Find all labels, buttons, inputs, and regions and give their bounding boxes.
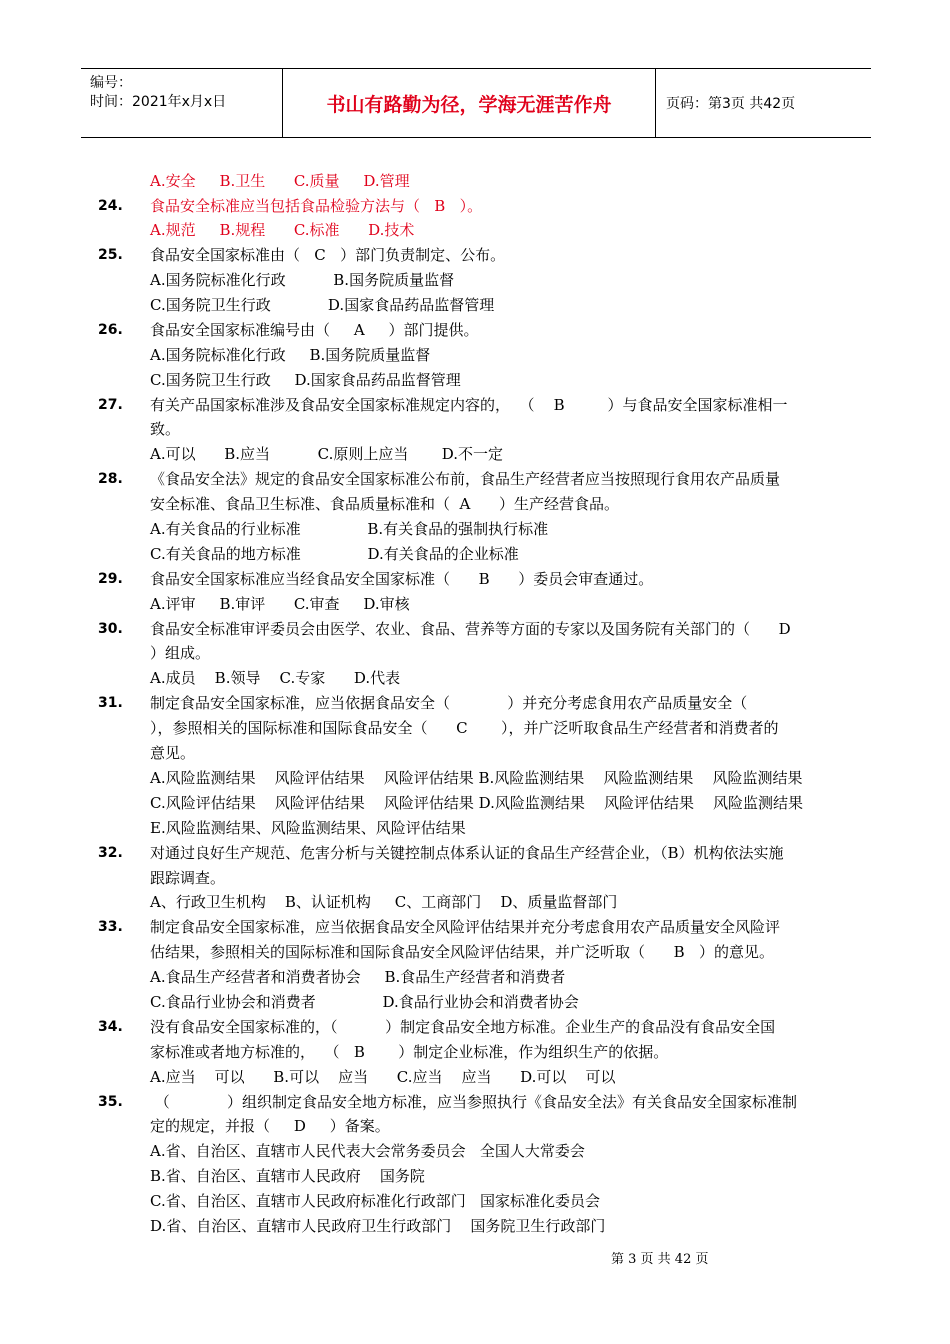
question-number: 26. [98,322,123,338]
option-line: 致。 [150,420,181,438]
question-number: 35. [98,1094,123,1110]
question-text: 制定食品安全国家标准，应当依据食品安全风险评估结果并充分考虑食用农产品质量安全风险评 [150,918,781,936]
option-line: A.可以 B.应当 C.原则上应当 D.不一定 [150,445,504,463]
question-text: 没有食品安全国家标准的，（ ）制定食品安全地方标准。企业生产的食品没有食品安全国 [150,1018,776,1036]
question-text: 食品安全国家标准由（ C ）部门负责制定、公布。 [150,246,506,264]
option-line: A.风险监测结果 风险评估结果 风险评估结果 B.风险监测结果 风险监测结果 风险监测结果 [150,769,803,787]
option-line: 跟踪调查。 [150,869,226,887]
option-line: C.有关食品的地方标准 D.有关食品的企业标准 [150,545,519,563]
option-line: 安全标准、食品卫生标准、食品质量标准和（ A ）生产经营食品。 [150,495,619,513]
option-line: A.应当 可以 B.可以 应当 C.应当 应当 D.可以 可以 [150,1068,616,1086]
question-number: 28. [98,471,123,487]
serial-label: 编号： [90,75,132,91]
question-number: 30. [98,621,123,637]
option-line: A.规范 B.规程 C.标准 D.技术 [150,221,415,239]
option-line: A.有关食品的行业标准 B.有关食品的强制执行标准 [150,520,549,538]
motto: 书山有路勤为径，学海无涯苦作舟 [283,69,656,137]
option-line: A.国务院标准化行政 B.国务院质量监督 [150,271,455,289]
option-line: A.评审 B.审评 C.审查 D.审核 [150,595,410,613]
question-text: 食品安全国家标准应当经食品安全国家标准（ B ）委员会审查通过。 [150,570,654,588]
question-text: 食品安全国家标准编号由（ A ）部门提供。 [150,321,479,339]
question-text: 有关产品国家标准涉及食品安全国家标准规定内容的， （ B ）与食品安全国家标准相一 [150,396,788,414]
option-line: C.国务院卫生行政 D.国家食品药品监督管理 [150,371,461,389]
option-line: A.省、自治区、直辖市人民代表大会常务委员会 全国人大常委会 [150,1142,585,1160]
header-table [81,68,871,138]
question-number: 31. [98,695,123,711]
option-line: C.风险评估结果 风险评估结果 风险评估结果 D.风险监测结果 风险评估结果 风险监测结果 [150,794,804,812]
question-text: 对通过良好生产规范、危害分析与关键控制点体系认证的食品生产经营企业，（B）机构依法实施 [150,844,784,862]
option-line: 意见。 [150,744,196,762]
question-text: 《食品安全法》规定的食品安全国家标准公布前，食品生产经营者应当按照现行食用农产品质量 [150,470,781,488]
option-line: C.食品行业协会和消费者 D.食品行业协会和消费者协会 [150,993,579,1011]
header-meta-cell [81,69,283,137]
option-line: A.安全 B.卫生 C.质量 D.管理 [150,172,410,190]
question-text: 食品安全标准审评委员会由医学、农业、食品、营养等方面的专家以及国务院有关部门的（ D [150,620,791,638]
question-text: 制定食品安全国家标准，应当依据食品安全（ ）并充分考虑食用农产品质量安全（ [150,694,748,712]
option-line: B.省、自治区、直辖市人民政府 国务院 [150,1167,425,1185]
option-line: 估结果，参照相关的国际标准和国际食品安全风险评估结果，并广泛听取（ B ）的意见。 [150,943,774,961]
page-info: 页码：第3页 共42页 [666,96,796,112]
question-text: 食品安全标准应当包括食品检验方法与（ B ）。 [150,197,483,215]
question-number: 29. [98,571,123,587]
option-line: 家标准或者地方标准的， （ B ）制定企业标准，作为组织生产的依据。 [150,1043,669,1061]
question-number: 27. [98,397,123,413]
option-line: 定的规定，并报（ D ）备案。 [150,1117,390,1135]
question-number: 34. [98,1019,123,1035]
page-footer: 第 3 页 共 42 页 [611,1252,709,1267]
option-line: D.省、自治区、直辖市人民政府卫生行政部门 国务院卫生行政部门 [150,1217,606,1235]
option-line: A.国务院标准化行政 B.国务院质量监督 [150,346,431,364]
option-line: E.风险监测结果、风险监测结果、风险评估结果 [150,819,466,837]
time-label: 时间：2021年x月x日 [90,94,227,110]
option-line: C.国务院卫生行政 D.国家食品药品监督管理 [150,296,495,314]
question-number: 33. [98,919,123,935]
option-line: C.省、自治区、直辖市人民政府标准化行政部门 国家标准化委员会 [150,1192,601,1210]
question-text: （ ）组织制定食品安全地方标准，应当参照执行《食品安全法》有关食品安全国家标准制 [150,1093,797,1111]
option-line: A.食品生产经营者和消费者协会 B.食品生产经营者和消费者 [150,968,566,986]
option-line: A.成员 B.领导 C.专家 D.代表 [150,669,401,687]
option-line: A、行政卫生机构 B、认证机构 C、工商部门 D、质量监督部门 [150,893,618,911]
option-line: ），参照相关的国际标准和国际食品安全（ C ），并广泛听取食品生产经营者和消费者的 [150,719,779,737]
question-number: 25. [98,247,123,263]
option-line: ）组成。 [150,644,211,662]
question-number: 24. [98,198,123,214]
question-number: 32. [98,845,123,861]
